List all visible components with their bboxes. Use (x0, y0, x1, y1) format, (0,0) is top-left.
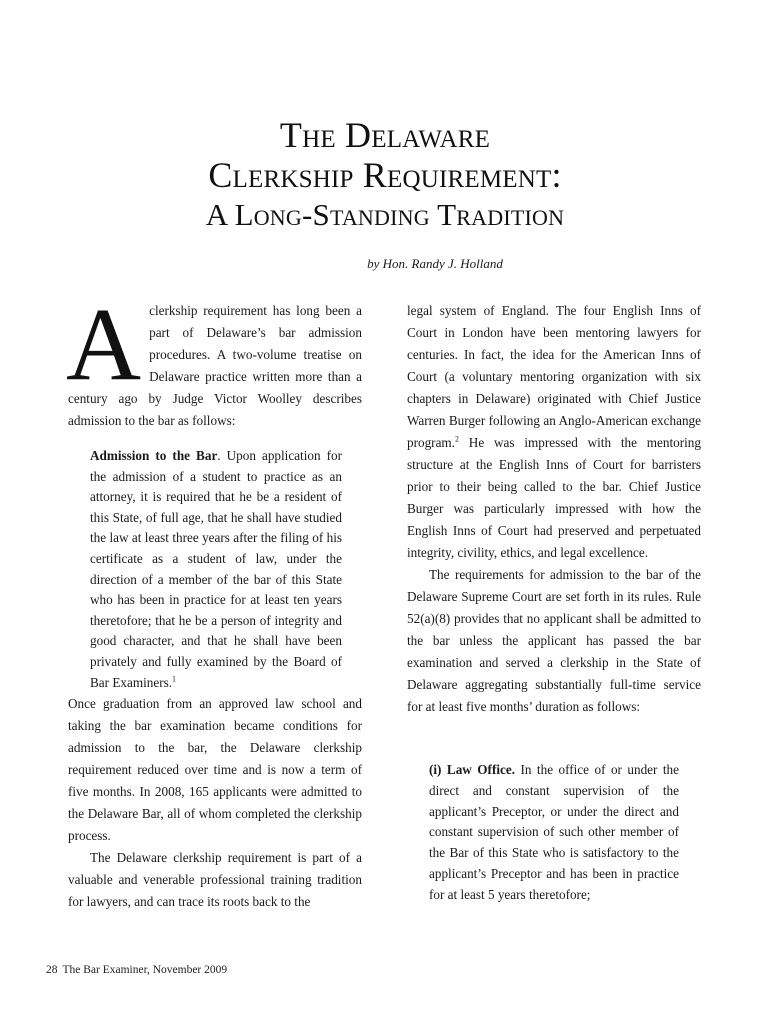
rule-quote (429, 760, 679, 906)
title-line-1: The Delaware (279, 115, 491, 155)
right-column (407, 300, 701, 906)
graduation-paragraph: Once graduation from an approved law school and taking the bar examination became conditions for admission to the bar, the Delaware clerkship requirement reduced over time and is now a term of five months. In 2008, 165 applicants were admitted to the Delaware Bar, all of whom completed the clerkship process. (68, 696, 362, 844)
byline: by Hon. Randy J. Holland (367, 256, 503, 271)
quote-text: . Upon application for the admission of a student to practice as an attorney, it is required that he be a resident of this State, of full age, that he shall have studied the law at least three years after the filing of his certificate as a student of law, under the direction of a member of the bar of this State who has been in practice for at least ten years theretofore; that he be a person of integrity and good character, and that he shall have been privately and fully examined by the Board of Bar Examiners. (90, 448, 342, 690)
footnote-ref-2: 2 (454, 434, 459, 444)
page-number: 28 (46, 964, 58, 976)
title-line-2: Clerkship Requirement: (208, 155, 562, 195)
intro-paragraph (66, 287, 362, 432)
inns-text-b: He was impressed with the mentoring structure at the English Inns of Court for barristers prior to their being called to the bar. Chief Justice Burger was particularly impressed with how the English Inns of Court had preserved and perpetuated integrity, civility, ethics, and legal excellence. (407, 435, 701, 560)
article-title (0, 115, 770, 235)
rule-quote-text: In the office of or under the direct and constant supervision of the applicant’s Preceptor, or under the direct and constant supervision of such other member of the Bar of this State who is satisfactory to the applicant’s Preceptor and has been in practice for at least 5 years theretofore; (429, 762, 679, 902)
inns-paragraph (407, 300, 701, 564)
publication-name: The Bar Examiner, November 2009 (62, 964, 228, 976)
page-footer (46, 964, 227, 976)
left-column (66, 287, 362, 913)
title-line-3: A Long-Standing Tradition (205, 197, 565, 232)
inns-text-a: legal system of England. The four English Inns of Court in London have been mentoring lawyers for centuries. In fact, the idea for the American Inns of Court (a voluntary mentoring organization with six chapters in Delaware) originated with Chief Justice Warren Burger following an Anglo-American exchange program. (407, 303, 701, 450)
tradition-paragraph: The Delaware clerkship requirement is part of a valuable and venerable professional training tradition for lawyers, and can trace its roots back to the (68, 850, 362, 910)
requirements-paragraph: The requirements for admission to the bar of the Delaware Supreme Court are set forth in its rules. Rule 52(a)(8) provides that no applicant shall be admitted to the bar unless the applicant has passed the bar examination and served a clerkship in the State of Delaware aggregating substantially full-time service for at least five months’ duration as follows: (407, 567, 701, 714)
woolley-quote (90, 446, 342, 693)
intro-text: clerkship requirement has long been a part of Delaware’s bar admission procedures. A two-volume treatise on Delaware practice written more than a century ago by Judge Victor Woolley describes admission to the bar as follows: (68, 303, 362, 428)
rule-quote-label: (i) Law Office. (429, 762, 516, 777)
drop-cap: A (66, 287, 142, 402)
footnote-ref-1: 1 (172, 674, 177, 684)
quote-label: Admission to the Bar (90, 448, 218, 463)
